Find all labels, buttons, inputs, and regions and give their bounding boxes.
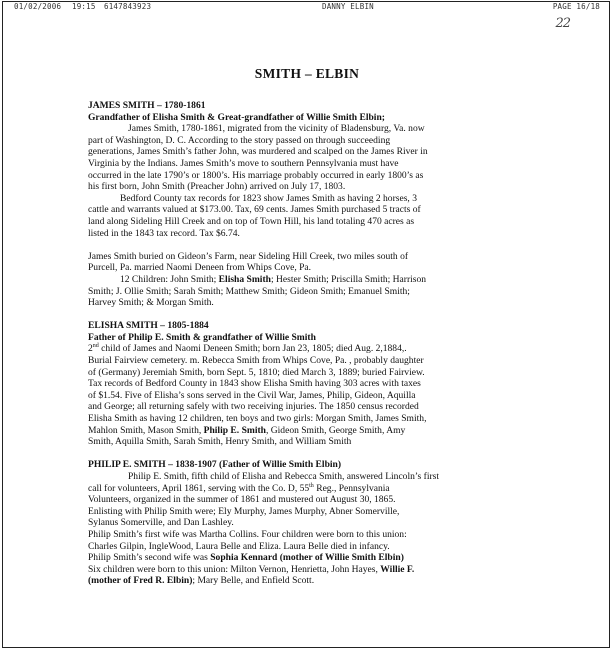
- text-span: call for volunteers, April 1861, serving with the Co. D, 55: [88, 482, 310, 494]
- text-line: Philip Smith’s first wife was Martha Collins. Four children were born to this union:: [88, 528, 407, 540]
- handwritten-page-number: 22: [555, 16, 570, 31]
- text-line: Philip E. Smith, fifth child of Elisha and Rebecca Smith, answered Lincoln’s first: [128, 471, 440, 482]
- text-line: land along Sideling Hill Creek and on top of Town Hill, his land totaling 470 acres as: [88, 215, 415, 227]
- fax-sender: DANNY ELBIN: [322, 2, 374, 11]
- section-heading: JAMES SMITH – 1780-1861: [88, 100, 206, 111]
- section-philip-smith: [88, 459, 582, 587]
- text-line: Charles Gilpin, IngleWood, Laura Belle and Eliza. Laura Belle died in infancy.: [88, 540, 390, 552]
- fax-number: 6147843923: [104, 2, 152, 11]
- section-heading: ELISHA SMITH – 1805-1884: [88, 320, 209, 332]
- text-span: ; Mary Belle, and Enfield Scott.: [192, 575, 315, 587]
- text-line: Virginia by the Indians. James Smith’s move to southern Pennsylvania must have: [88, 157, 399, 169]
- section-heading: PHILIP E. SMITH – 1838-1907 (Father of Willie Smith Elbin): [88, 459, 342, 471]
- text-line: [88, 343, 582, 355]
- text-line: Burial Fairview cemetery. m. Rebecca Smith from Whips Cove, Pa. , probably daughter: [88, 355, 424, 367]
- bold-name: Elisha Smith: [218, 273, 271, 285]
- fax-date: 01/02/2006: [14, 2, 62, 11]
- text-line: Bedford County tax records for 1823 show James Smith as having 2 horses, 3: [120, 192, 417, 204]
- text-line: of $1.54. Five of Elisha’s sons served in the Civil War, James, Philip, Gideon, Aquilla: [88, 389, 416, 401]
- text-line: Enlisting with Philip Smith were; Ely Murphy, James Murphy, Abner Somerville,: [88, 505, 400, 517]
- text-line: Volunteers, organized in the summer of 1861 and mustered out August 30, 1865.: [88, 494, 396, 506]
- text-line: [88, 575, 582, 587]
- section-subheading: Father of Philip E. Smith & grandfather of Willie Smith: [88, 331, 316, 343]
- text-line: [88, 564, 582, 576]
- bold-name: Sophia Kennard (mother of Willie Smith Elbin): [210, 552, 404, 564]
- text-line: generations, James Smith’s father John, was murdered and scalped on the James River in: [88, 146, 428, 158]
- text-line: part of Washington, D. C. According to the story passed on through succeeding: [88, 134, 391, 146]
- bold-name: Willie F.: [380, 563, 415, 575]
- text-line: [88, 274, 582, 286]
- superscript: th: [309, 482, 314, 489]
- text-span: 12 Children: John Smith;: [120, 273, 219, 285]
- fax-header: [14, 2, 600, 14]
- text-span: Philip Smith’s second wife was: [88, 552, 211, 564]
- section-subheading: Grandfather of Elisha Smith & Great-grandfather of Willie Smith Elbin;: [88, 111, 385, 123]
- superscript: nd: [92, 343, 99, 350]
- text-line: Smith; J. Ollie Smith; Sarah Smith; Matthew Smith; Gideon Smith; Emanuel Smith;: [88, 285, 410, 297]
- text-line: of (Germany) Jeremiah Smith, born Sept. 5, 1810; died March 3, 1889; buried Fairview.: [88, 366, 425, 378]
- text-line: James Smith, 1780-1861, migrated from the vicinity of Bladensburg, Va. now: [128, 123, 425, 135]
- document-body: [88, 100, 582, 599]
- document-title: SMITH – ELBIN: [254, 66, 360, 81]
- text-line: Purcell, Pa. married Naomi Deneen from Whips Cove, Pa.: [88, 262, 312, 274]
- text-span: child of James and Naomi Deneen Smith; born Jan 23, 1805; died Aug. 2,1884,.: [98, 343, 407, 355]
- text-line: Elisha Smith as having 12 children, ten boys and two girls: Morgan Smith, James Smith,: [88, 413, 427, 425]
- text-line: Smith, Aquilla Smith, Sarah Smith, Henry Smith, and William Smith: [88, 436, 352, 448]
- text-line: listed in the 1843 tax record. Tax $6.74.: [88, 227, 240, 239]
- text-line: occurred in the late 1790’s or 1800’s. His marriage probably occurred in early 1800’s as: [88, 169, 424, 181]
- bold-name: Philip E. Smith: [203, 424, 266, 436]
- section-elisha-smith: [88, 320, 582, 448]
- text-span: , Gideon Smith, George Smith, Amy: [265, 424, 406, 436]
- text-line: Sylanus Somerville, and Dan Lashley.: [88, 517, 234, 529]
- text-span: Mahlon Smith, Mason Smith,: [88, 424, 204, 436]
- text-line: and George; all returning safely with two receiving injuries. The 1850 census recorded: [88, 401, 419, 413]
- text-line: Harvey Smith; & Morgan Smith.: [88, 297, 214, 309]
- text-span: ; Hester Smith; Priscilla Smith; Harrison: [270, 273, 427, 285]
- text-line: [88, 425, 582, 437]
- text-line: James Smith buried on Gideon’s Farm, near Sideling Hill Creek, two miles south of: [88, 250, 409, 262]
- text-line: Tax records of Bedford County in 1843 show Elisha Smith having 303 acres with taxes: [88, 378, 421, 390]
- section-james-smith: [88, 100, 582, 309]
- text-span: Reg., Pennsylvania: [313, 482, 390, 494]
- text-line: cattle and warrants valued at $173.00. Tax, 69 cents. James Smith purchased 5 tracts of: [88, 204, 421, 216]
- fax-time: 19:15: [72, 2, 96, 11]
- bold-name: (mother of Fred R. Elbin): [88, 575, 193, 587]
- text-span: 2: [88, 343, 93, 355]
- fax-page-count: PAGE 16/18: [552, 2, 600, 11]
- text-line: [88, 483, 582, 495]
- text-line: [88, 552, 582, 564]
- text-line: his first born, John Smith (Preacher John) arrived on July 17, 1803.: [88, 181, 346, 193]
- text-span: Six children were born to this union: Milton Vernon, Henrietta, John Hayes,: [88, 563, 381, 575]
